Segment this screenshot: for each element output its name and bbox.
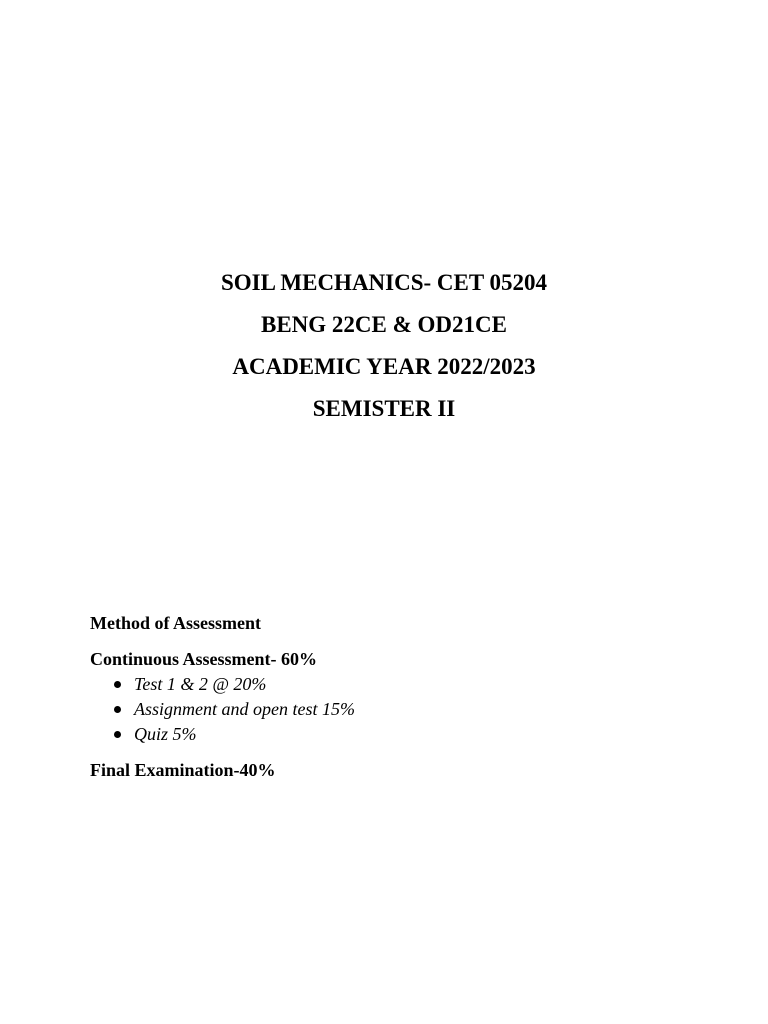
bullet-icon <box>114 681 121 688</box>
semester-line: SEMISTER II <box>312 396 456 421</box>
list-item-text: Quiz 5% <box>134 724 197 744</box>
list-item <box>112 697 710 722</box>
list-item-text: Assignment and open test 15% <box>134 699 355 719</box>
list-item-text: Test 1 & 2 @ 20% <box>134 674 267 694</box>
final-examination-label: Final Examination-40% <box>90 760 276 780</box>
academic-year-line: ACADEMIC YEAR 2022/2023 <box>232 354 536 379</box>
assessment-item-list <box>90 672 710 747</box>
continuous-assessment-label: Continuous Assessment- 60% <box>90 649 318 669</box>
assessment-section <box>90 612 710 781</box>
assessment-heading: Method of Assessment <box>90 613 261 633</box>
programme-line: BENG 22CE & OD21CE <box>261 312 507 337</box>
course-title: SOIL MECHANICS- CET 05204 <box>220 270 548 295</box>
document-title-block <box>0 262 768 430</box>
list-item <box>112 722 710 747</box>
list-item <box>112 672 710 697</box>
bullet-icon <box>114 731 121 738</box>
bullet-icon <box>114 706 121 713</box>
